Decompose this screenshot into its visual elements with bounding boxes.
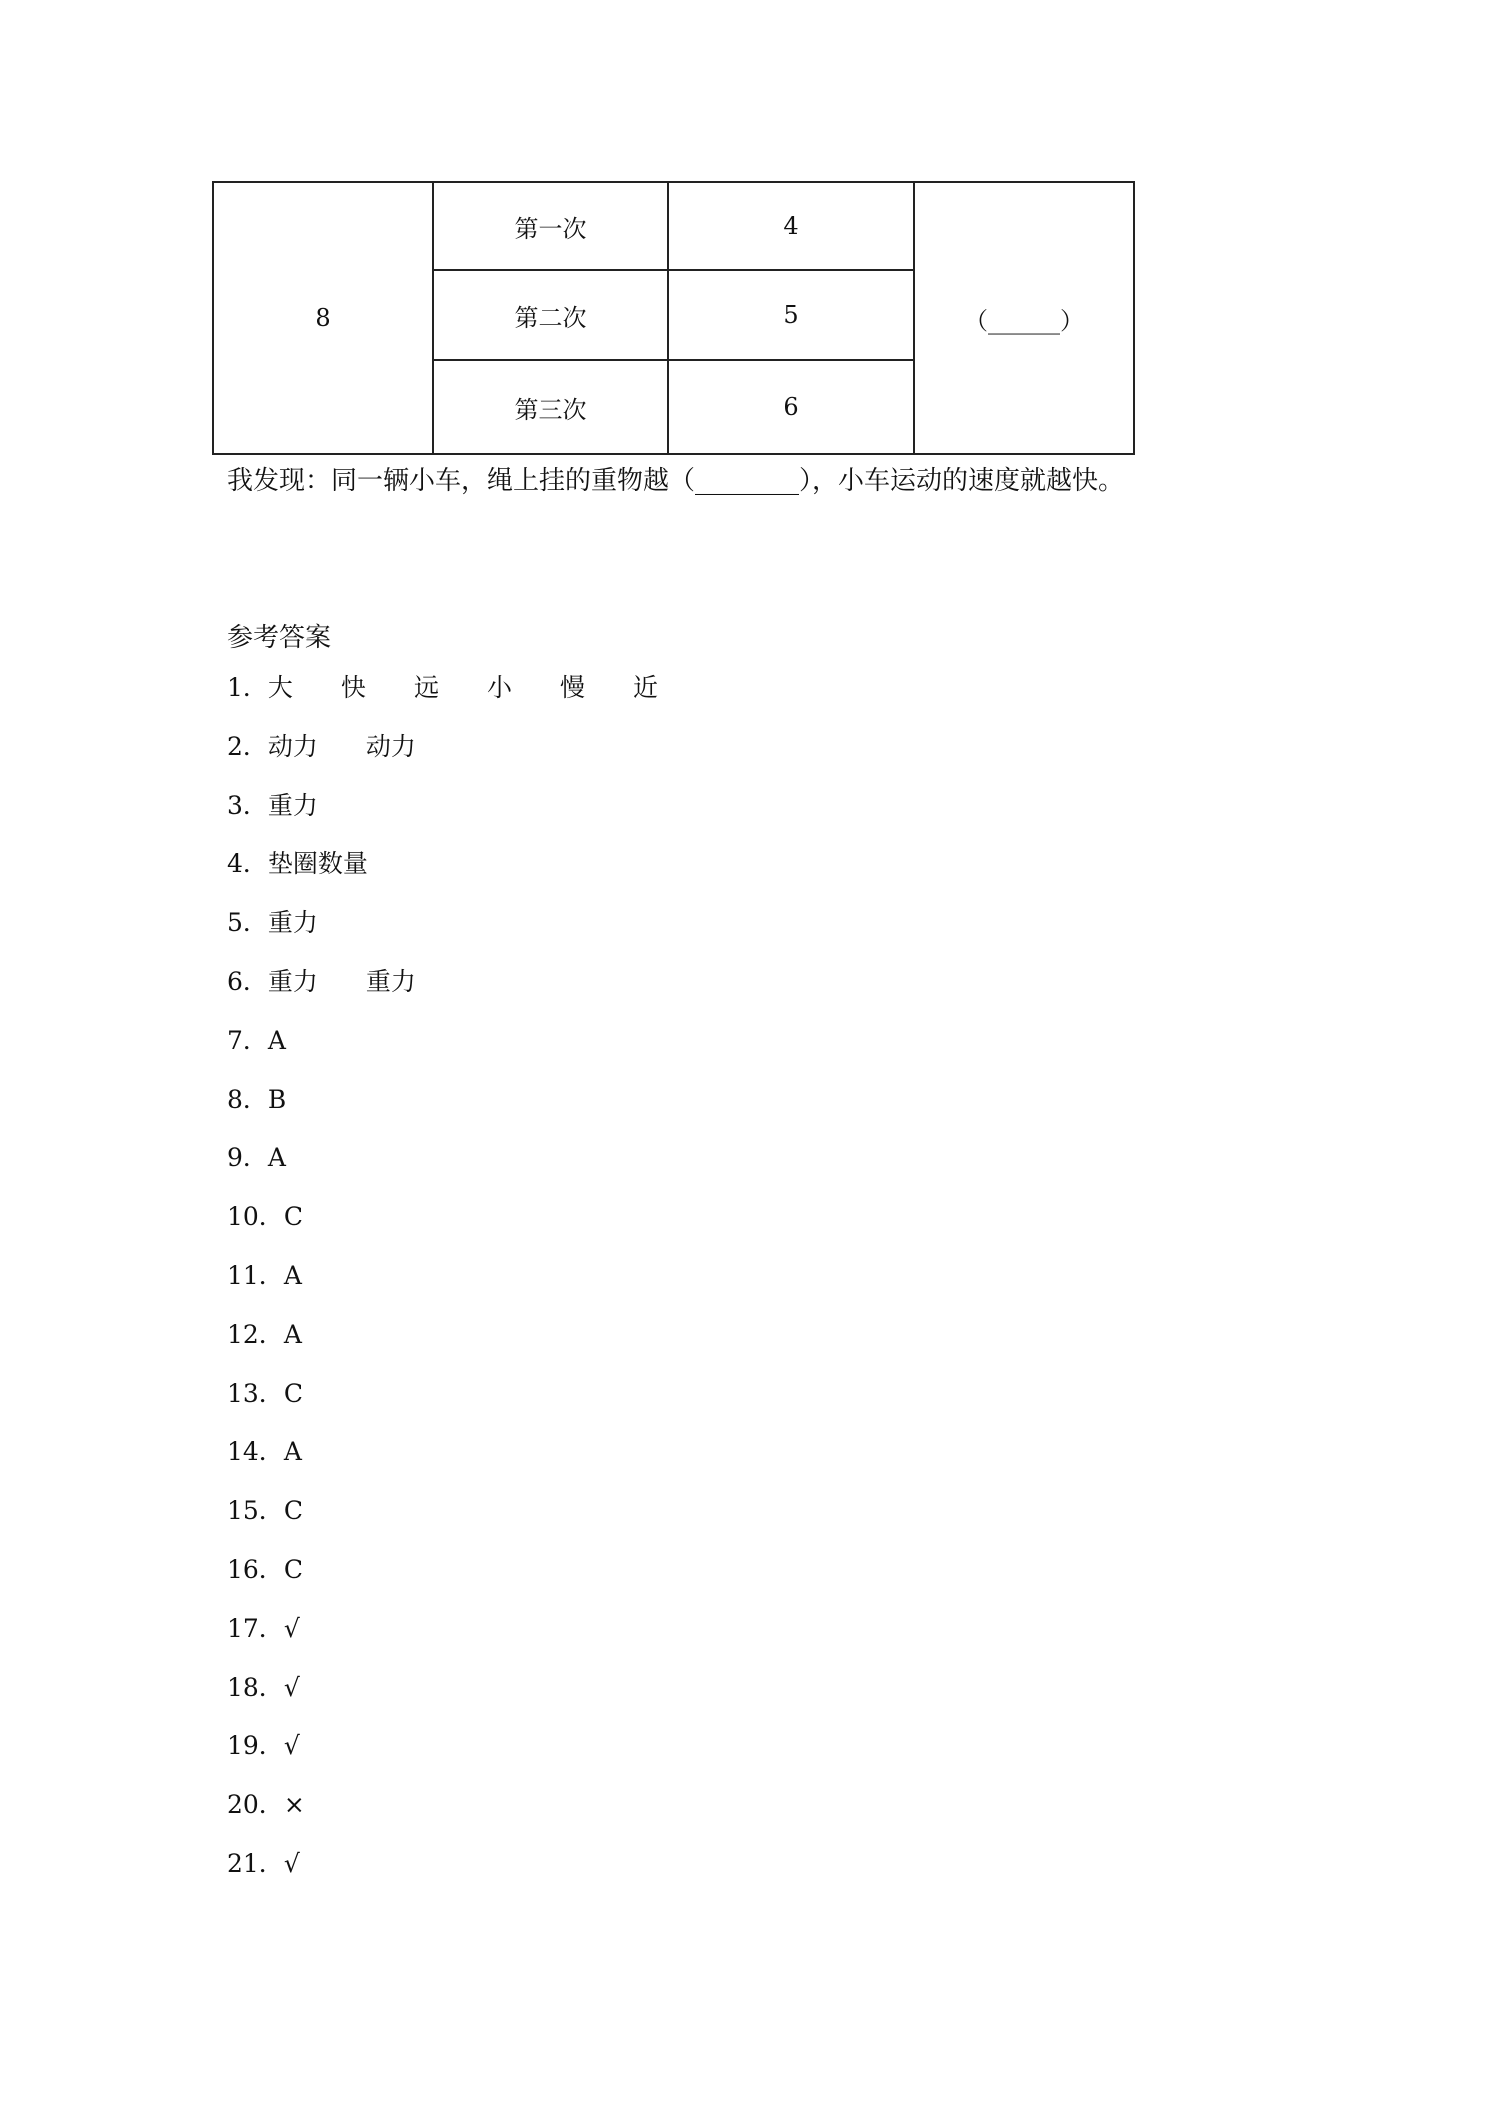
trial-cell: 第二次	[433, 270, 668, 360]
answer-part: √	[283, 1613, 300, 1643]
answer-text	[284, 1320, 302, 1349]
table-row	[213, 182, 1134, 270]
answer-number: 17．	[227, 1613, 284, 1643]
answer-line	[227, 1726, 300, 1762]
finding-sentence: 我发现：同一辆小车，绳上挂的重物越（________），小车运动的速度就越快。	[227, 466, 1125, 496]
answer-line	[227, 668, 658, 704]
answer-line	[227, 1491, 303, 1527]
answer-number: 14．	[227, 1437, 284, 1467]
answer-number: 16．	[227, 1555, 284, 1584]
answer-part: A	[283, 1437, 302, 1467]
answer-part: ×	[283, 1790, 305, 1820]
answer-text	[268, 903, 318, 939]
answer-line	[227, 962, 416, 998]
answer-part: 小	[486, 673, 512, 702]
answer-part: √	[283, 1731, 300, 1761]
answer-text	[284, 1202, 303, 1231]
answer-line	[227, 786, 318, 822]
answer-part: 重力	[267, 790, 318, 820]
answer-number: 15．	[227, 1496, 284, 1526]
answer-text	[284, 1849, 300, 1878]
answer-part: 动力	[365, 731, 416, 761]
answer-part: C	[283, 1555, 303, 1584]
answer-line	[227, 1256, 302, 1292]
answer-part: 慢	[559, 673, 585, 702]
answer-number: 6．	[227, 967, 268, 996]
answer-text	[268, 1143, 286, 1172]
blank-cell: （______）	[914, 182, 1134, 454]
answer-part: A	[283, 1319, 302, 1349]
answer-line	[227, 727, 416, 763]
answer-part: A	[267, 1143, 286, 1173]
value-cell: 6	[668, 360, 914, 454]
answer-text	[268, 727, 416, 763]
answer-part: C	[283, 1496, 303, 1526]
answer-part: B	[267, 1084, 287, 1114]
answer-part: 动力	[267, 731, 318, 761]
answers-heading: 参考答案	[227, 623, 332, 653]
answer-part: C	[283, 1378, 303, 1408]
answer-text	[284, 1614, 300, 1643]
answer-number: 8．	[227, 1084, 268, 1114]
answer-text	[284, 1496, 303, 1525]
answer-line	[227, 844, 368, 880]
answer-line	[227, 1315, 302, 1351]
answer-number: 19．	[227, 1731, 284, 1761]
answer-number: 5．	[227, 908, 268, 938]
answer-number: 2．	[227, 731, 268, 761]
answer-part: √	[283, 1672, 300, 1702]
answer-text	[268, 1026, 286, 1055]
answer-line	[227, 1844, 300, 1880]
answer-text	[268, 844, 368, 880]
answer-text	[284, 1731, 300, 1760]
answer-line	[227, 1609, 300, 1645]
trial-cell: 第三次	[433, 360, 668, 454]
answer-line	[227, 1197, 303, 1233]
answer-line	[227, 1138, 286, 1174]
answer-part: 重力	[267, 967, 318, 996]
answer-number: 11．	[227, 1261, 284, 1290]
answer-number: 21．	[227, 1849, 284, 1878]
answer-line	[227, 1668, 300, 1704]
trial-cell: 第一次	[433, 182, 668, 270]
answer-part: 近	[632, 673, 658, 702]
answer-line	[227, 1785, 305, 1821]
experiment-table	[212, 181, 1135, 455]
answer-line	[227, 1550, 303, 1586]
answer-part: √	[283, 1849, 300, 1878]
answer-text	[268, 1085, 286, 1114]
answer-number: 4．	[227, 849, 268, 879]
answer-line	[227, 1374, 303, 1410]
answer-text	[268, 962, 416, 998]
answer-part: C	[283, 1202, 303, 1232]
answer-text	[284, 1790, 305, 1819]
answer-number: 12．	[227, 1319, 284, 1349]
answer-text	[284, 1555, 303, 1584]
answer-number: 1．	[227, 673, 268, 702]
answer-part: 快	[340, 673, 366, 702]
answer-text	[284, 1261, 302, 1290]
answer-part: A	[267, 1025, 286, 1055]
answer-number: 3．	[227, 790, 268, 820]
answer-number: 7．	[227, 1025, 268, 1055]
weight-cell: 8	[213, 182, 433, 454]
value-cell: 4	[668, 182, 914, 270]
answer-line	[227, 903, 318, 939]
answer-text	[284, 1379, 303, 1408]
answer-part: 远	[413, 673, 439, 702]
answer-number: 9．	[227, 1143, 268, 1173]
answer-line	[227, 1080, 286, 1116]
answer-part: 重力	[267, 908, 318, 938]
answer-text	[284, 1437, 302, 1466]
answer-line	[227, 1021, 286, 1057]
answer-part: 重力	[365, 967, 416, 996]
answer-text	[268, 668, 658, 704]
answer-part: 大	[267, 673, 293, 702]
answer-text	[284, 1673, 300, 1702]
answer-part: A	[283, 1261, 302, 1290]
answer-number: 10．	[227, 1202, 284, 1232]
answer-text	[268, 786, 318, 822]
answer-number: 13．	[227, 1378, 284, 1408]
answer-number: 20．	[227, 1790, 284, 1820]
answer-line	[227, 1432, 302, 1468]
answer-number: 18．	[227, 1672, 284, 1702]
value-cell: 5	[668, 270, 914, 360]
answer-part: 垫圈数量	[267, 849, 368, 879]
